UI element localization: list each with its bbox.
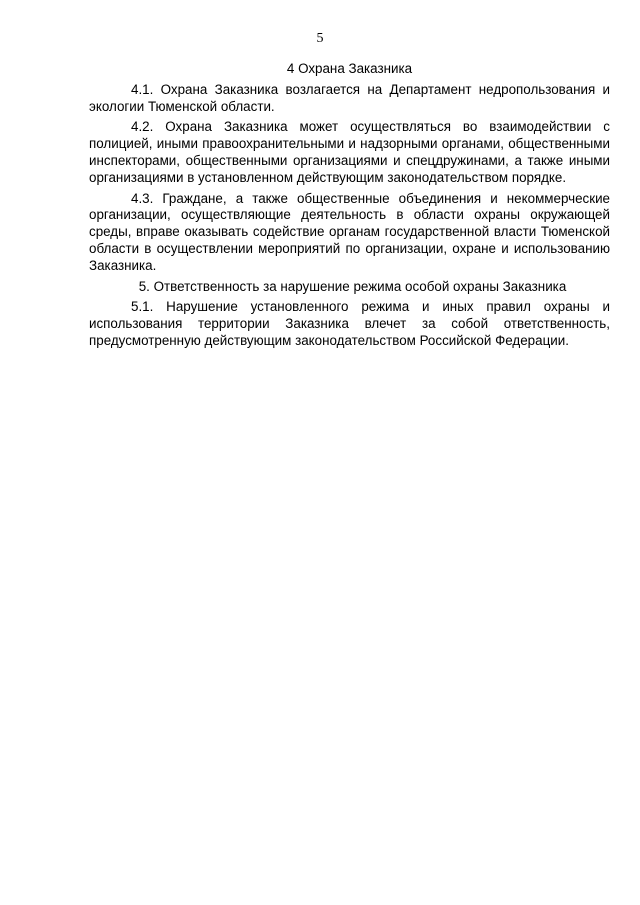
paragraph-5-1: 5.1. Нарушение установленного режима и иных правил охраны и использования территории Заказника влечет за собой ответственность, предусмотренную действующим законодательством Российской Федерации. [89, 299, 610, 348]
paragraph-4-3: 4.3. Граждане, а также общественные объединения и некоммерческие организации, осуществляющие деятельность в области охраны окружающей среды, вправе оказывать содействие органам государственной власти Тюменской области в осуществлении мероприятий по организации, охране и использованию Заказника. [89, 190, 610, 273]
page-number: 5 [316, 31, 324, 46]
document-body [89, 61, 610, 354]
section-5-heading: 5. Ответственность за нарушение режима особой охраны Заказника [138, 278, 567, 294]
section-4-heading: 4 Охрана Заказника [286, 61, 413, 76]
paragraph-4-1: 4.1. Охрана Заказника возлагается на Департамент недропользования и экологии Тюменской области. [89, 81, 610, 114]
paragraph-4-2: 4.2. Охрана Заказника может осуществляться во взаимодействии с полицией, иными правоохранительными и надзорными органами, общественными инспекторами, общественными организациями и спецдружинами, а также иными организациями в установленном действующим законодательством порядке. [89, 119, 610, 185]
